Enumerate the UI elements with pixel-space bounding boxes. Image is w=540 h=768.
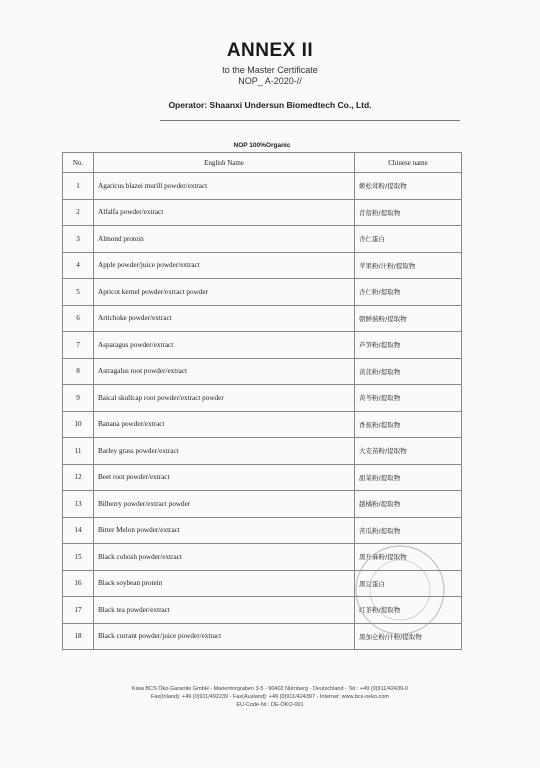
column-header-chinese-name: Chinese name bbox=[355, 153, 462, 173]
table-row bbox=[63, 438, 462, 465]
row-number: 6 bbox=[63, 305, 94, 332]
column-header-english-name: English Name bbox=[94, 153, 355, 173]
english-name-cell: Bilberry powder/extract powder bbox=[94, 491, 355, 518]
table-header-row bbox=[63, 153, 462, 173]
row-number: 17 bbox=[63, 597, 94, 624]
table-row bbox=[63, 199, 462, 226]
chinese-name-cell: 大麦苗粉/提取物 bbox=[355, 438, 462, 465]
english-name-cell: Almond protein bbox=[94, 226, 355, 253]
chinese-name-cell: 黑升麻粉/提取物 bbox=[355, 544, 462, 571]
row-number: 15 bbox=[63, 544, 94, 571]
english-name-cell: Black soybean protein bbox=[94, 570, 355, 597]
master-certificate-subtitle: to the Master Certificate bbox=[222, 65, 318, 75]
english-name-cell: Apple powder/juice powder/extract bbox=[94, 252, 355, 279]
chinese-name-cell: 香蕉粉/提取物 bbox=[355, 411, 462, 438]
table-row bbox=[63, 226, 462, 253]
english-name-cell: Black cohosh powder/extract bbox=[94, 544, 355, 571]
row-number: 18 bbox=[63, 623, 94, 650]
row-number: 1 bbox=[63, 173, 94, 200]
footer-contact: Fax(Inland): +49 (0)911/492239 - Fax(Ausland): +49 (0)911/424397 - Internet: www.bcs-oeko.com bbox=[151, 694, 389, 700]
footer-eu-code: EU-Code-Nr.: DE-ÖKO-001 bbox=[236, 702, 304, 708]
table-row bbox=[63, 385, 462, 412]
english-name-cell: Asparagus powder/extract bbox=[94, 332, 355, 359]
chinese-name-cell: 芦笋粉/提取物 bbox=[355, 332, 462, 359]
certification-stamp-icon bbox=[350, 540, 450, 640]
chinese-name-cell: 红茶粉/提取物 bbox=[355, 597, 462, 624]
certificate-number: NOP_ A-2020-// bbox=[238, 76, 302, 86]
row-number: 16 bbox=[63, 570, 94, 597]
table-caption: NOP 100%Organic bbox=[233, 142, 291, 149]
table-row bbox=[63, 332, 462, 359]
operator-name: Shaanxi Undersun Biomedtech Co., Ltd. bbox=[209, 100, 372, 110]
chinese-name-cell: 越橘粉/提取物 bbox=[355, 491, 462, 518]
row-number: 4 bbox=[63, 252, 94, 279]
footer-address: Kiwa BCS Öko-Garantie GmbH - Marientorgraben 3-5 - 90402 Nürnberg - Deutschland - Tel.: +49 (0)911/42439-0 bbox=[131, 686, 408, 692]
table-row bbox=[63, 464, 462, 491]
english-name-cell: Banana powder/extract bbox=[94, 411, 355, 438]
row-number: 11 bbox=[63, 438, 94, 465]
row-number: 8 bbox=[63, 358, 94, 385]
table-row bbox=[63, 305, 462, 332]
english-name-cell: Baical skullcap root powder/extract powder bbox=[94, 385, 355, 412]
row-number: 7 bbox=[63, 332, 94, 359]
english-name-cell: Black tea powder/extract bbox=[94, 597, 355, 624]
english-name-cell: Beet root powder/extract bbox=[94, 464, 355, 491]
english-name-cell: Bitter Melon powder/extract bbox=[94, 517, 355, 544]
english-name-cell: Agaricus blazei murill powder/extract bbox=[94, 173, 355, 200]
chinese-name-cell: 苹果粉/汁粉/提取物 bbox=[355, 252, 462, 279]
table-row bbox=[63, 491, 462, 518]
english-name-cell: Apricot kernel powder/extract powder bbox=[94, 279, 355, 306]
chinese-name-cell: 姬松茸粉/提取物 bbox=[355, 173, 462, 200]
row-number: 5 bbox=[63, 279, 94, 306]
chinese-name-cell: 甜菜粉/提取物 bbox=[355, 464, 462, 491]
row-number: 9 bbox=[63, 385, 94, 412]
chinese-name-cell: 苦瓜粉/提取物 bbox=[355, 517, 462, 544]
table-row bbox=[63, 358, 462, 385]
table-row bbox=[63, 252, 462, 279]
chinese-name-cell: 苜蓿粉/提取物 bbox=[355, 199, 462, 226]
chinese-name-cell: 黑豆蛋白 bbox=[355, 570, 462, 597]
header-divider bbox=[160, 120, 460, 121]
english-name-cell: Astragalus root powder/extract bbox=[94, 358, 355, 385]
chinese-name-cell: 杏仁蛋白 bbox=[355, 226, 462, 253]
column-header-no: No. bbox=[63, 153, 94, 173]
chinese-name-cell: 黑加仑粉/汁粉/提取物 bbox=[355, 623, 462, 650]
english-name-cell: Alfalfa powder/extract bbox=[94, 199, 355, 226]
table-row bbox=[63, 279, 462, 306]
english-name-cell: Barley grass powder/extract bbox=[94, 438, 355, 465]
operator-label: Operator: bbox=[168, 100, 208, 110]
row-number: 13 bbox=[63, 491, 94, 518]
row-number: 3 bbox=[63, 226, 94, 253]
chinese-name-cell: 黄芪粉/提取物 bbox=[355, 358, 462, 385]
row-number: 12 bbox=[63, 464, 94, 491]
operator-line bbox=[0, 100, 540, 110]
english-name-cell: Artichoke powder/extract bbox=[94, 305, 355, 332]
annex-title: ANNEX II bbox=[226, 40, 314, 61]
chinese-name-cell: 朝鲜蓟粉/提取物 bbox=[355, 305, 462, 332]
row-number: 2 bbox=[63, 199, 94, 226]
table-row bbox=[63, 411, 462, 438]
row-number: 10 bbox=[63, 411, 94, 438]
row-number: 14 bbox=[63, 517, 94, 544]
chinese-name-cell: 杏仁粉/提取物 bbox=[355, 279, 462, 306]
table-row bbox=[63, 173, 462, 200]
chinese-name-cell: 黄芩粉/提取物 bbox=[355, 385, 462, 412]
english-name-cell: Black currant powder/juice powder/extract bbox=[94, 623, 355, 650]
